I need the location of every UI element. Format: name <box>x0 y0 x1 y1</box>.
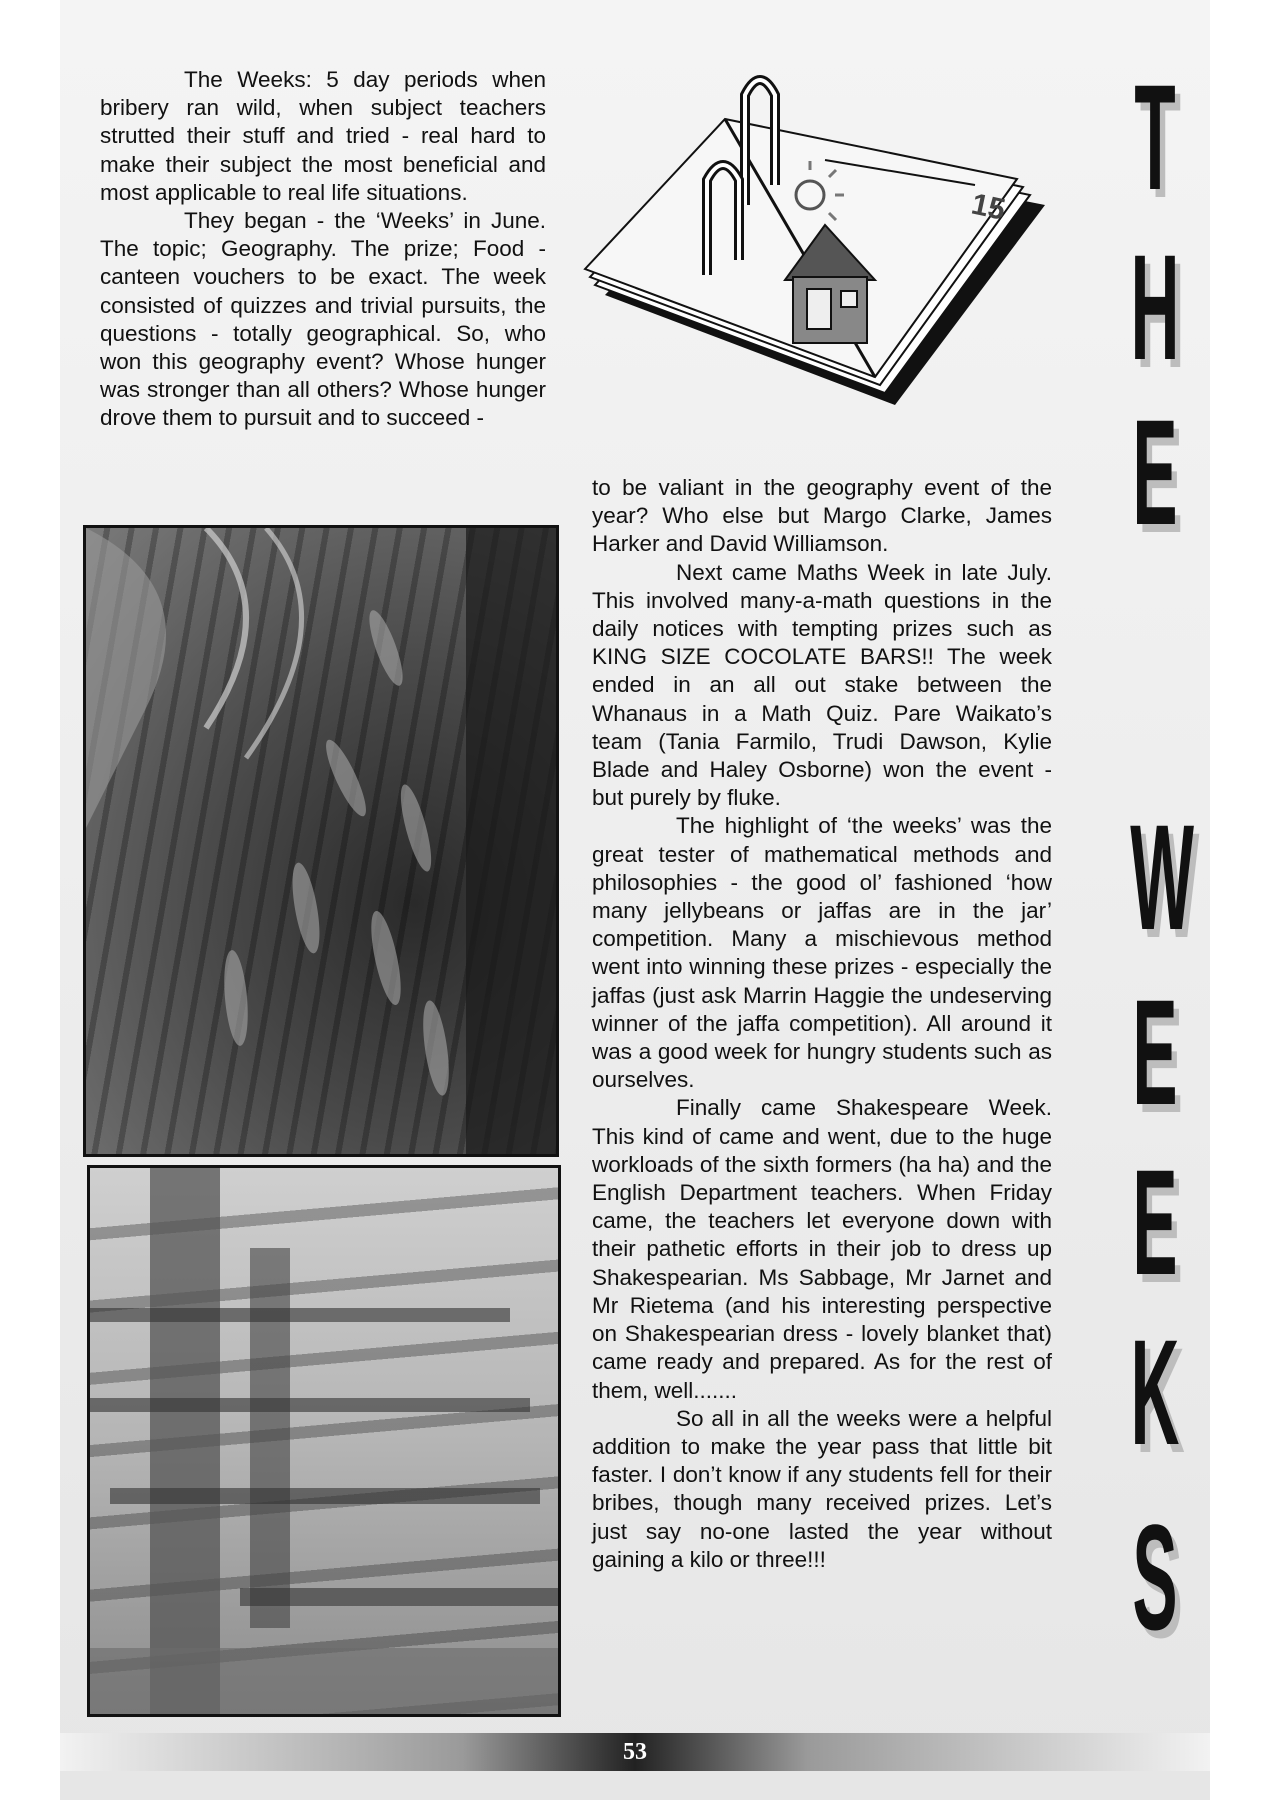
footer-bar <box>60 1733 1210 1771</box>
paragraph-geography: They began - the ‘Weeks’ in June. The topic; Geography. The prize; Food - canteen vouchers to be exact. The week consisted of quizzes and trivial pursuits, the questions - totally geographical. So, who won this geography event? Whose hunger was stronger than all others? Whose hunger drove them to pursuit and to succeed - <box>100 208 546 431</box>
wharf-photo <box>87 1165 561 1717</box>
paragraph-intro: The Weeks: 5 day periods when bribery ran wild, when subject teachers strutted their stuff and tried - real hard to make their subject the most beneficial and most applicable to real life situations. <box>100 67 546 205</box>
article-left-column <box>100 66 546 433</box>
paragraph-jellybeans: The highlight of ‘the weeks’ was the great tester of mathematical methods and philosophies - the good ol’ fashioned ‘how many jellybeans or jaffas are in the jar’ competition. Many a mischievous method went into winning these prizes - especially the jaffas (just ask Marrin Haggie the undeserving winner of the jaffa competition). All around it was a good week for hungry students such as ourselves. <box>592 813 1052 1093</box>
title-letter: T <box>1134 53 1176 221</box>
page-number: 53 <box>623 1739 647 1765</box>
calendar-date-number: 15 <box>968 187 1009 227</box>
title-letter: W <box>1130 793 1194 961</box>
title-letter: E <box>1132 968 1178 1136</box>
title-letter: S <box>1132 1493 1178 1661</box>
article-right-column <box>592 474 1052 1574</box>
paragraph-maths-week: Next came Maths Week in late July. This involved many-a-math questions in the daily notices with tempting prizes such as KING SIZE COCOLATE BARS!! The week ended in an all out stake between the Whanaus in a Math Quiz. Pare Waikato’s team (Tania Farmilo, Trudi Dawson, Kylie Blade and Haley Osborne) won the event - but purely by fluke. <box>592 559 1052 811</box>
title-letter: E <box>1132 1138 1178 1306</box>
title-letter: K <box>1130 1308 1180 1476</box>
paragraph-shakespeare-week: Finally came Shakespeare Week. This kind of came and went, due to the huge workloads of the sixth formers (ha ha) and the English Department teachers. When Friday came, the teachers let everyone down with their pathetic efforts in their job to dress up Shakespearian. Ms Sabbage, Mr Jarnet and Mr Rietema (and his interesting perspective on Shakespearian dress - lovely blanket that) came ready and prepared. As for the rest of them, well....... <box>592 1095 1052 1403</box>
leaves-photo <box>83 525 559 1157</box>
paragraph-conclusion: So all in all the weeks were a helpful addition to make the year pass that little bit faster. I don’t know if any students fell for their bribes, though many received prizes. Let’s just say no-one lasted the year without gaining a kilo or three!!! <box>592 1405 1052 1572</box>
title-letter: H <box>1130 223 1180 391</box>
paragraph-geography-winners: to be valiant in the geography event of the year? Who else but Margo Clarke, James Harker and David Williamson. <box>592 475 1052 557</box>
title-letter: E <box>1132 388 1178 556</box>
vertical-title <box>1100 53 1210 1702</box>
calendar-icon <box>575 55 1055 425</box>
